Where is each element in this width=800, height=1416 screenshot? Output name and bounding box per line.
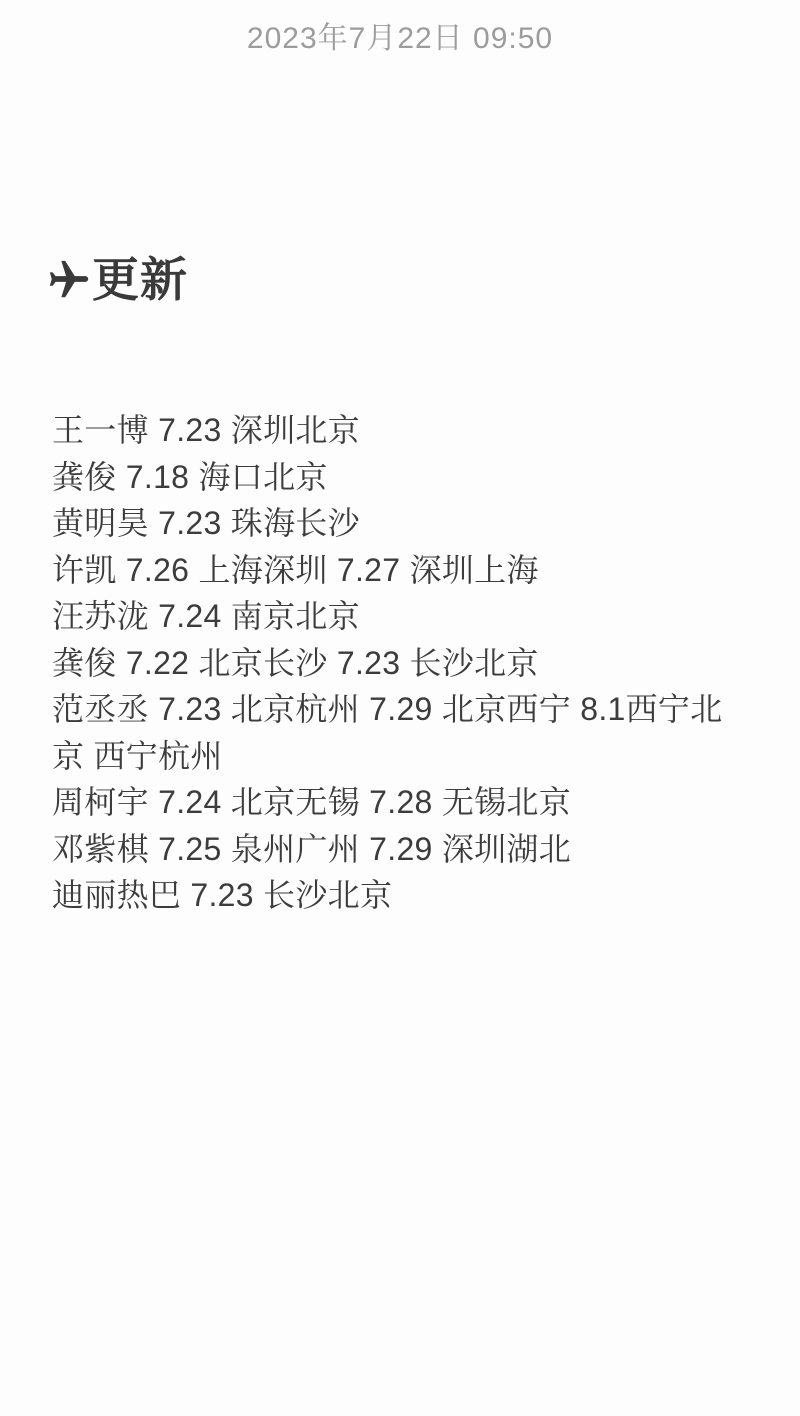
flight-entry: 王一博 7.23 深圳北京 <box>52 412 360 448</box>
flight-entry: 周柯宇 7.24 北京无锡 7.28 无锡北京 <box>52 784 572 820</box>
flight-entry: 邓紫棋 7.25 泉州广州 7.29 深圳湖北 <box>52 830 572 867</box>
update-header <box>46 252 188 308</box>
flight-entry: 范丞丞 7.23 北京杭州 7.29 北京西宁 8.1西宁北京 西宁杭州 <box>52 691 723 774</box>
timestamp-label: 2023年7月22日 09:50 <box>246 22 554 55</box>
flight-entry: 龚俊 7.18 海口北京 <box>52 458 328 495</box>
flight-list <box>52 407 752 919</box>
header-title: 更新 <box>92 253 188 306</box>
flight-entry: 黄明昊 7.23 珠海长沙 <box>52 505 360 541</box>
flight-entry: 汪苏泷 7.24 南京北京 <box>52 598 360 634</box>
flight-entry: 龚俊 7.22 北京长沙 7.23 长沙北京 <box>52 644 539 681</box>
flight-entry: 许凯 7.26 上海深圳 7.27 深圳上海 <box>52 551 539 588</box>
flight-entry: 迪丽热巴 7.23 长沙北京 <box>52 877 393 913</box>
airplane-icon <box>46 257 92 303</box>
